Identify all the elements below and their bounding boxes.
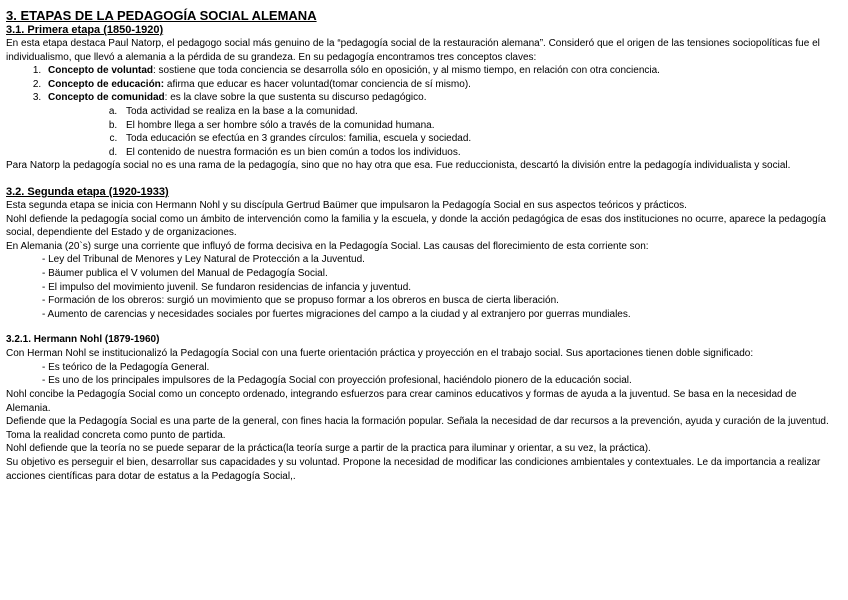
concept-term: Concepto de voluntad — [48, 65, 153, 77]
sublist-item: a. Toda actividad se realiza en la base a la comunidad. — [120, 105, 838, 119]
document-title: 3. ETAPAS DE LA PEDAGOGÍA SOCIAL ALEMANA — [6, 8, 317, 23]
section-3-2-paragraph: En Alemania (20`s) surge una corriente que influyó de forma decisiva en la Pedagogía Social. Las causas del florecimiento de esta corriente son: — [6, 240, 649, 252]
sublist-item: c. Toda educación se efectúa en 3 grandes círculos: familia, escuela y sociedad. — [120, 132, 838, 146]
section-3-2-1-paragraph: Nohl defiende que la teoría no se puede separar de la práctica(la teoría surge a partir de la practica para iluminar y orientar, a su vez, la práctica). — [6, 443, 651, 455]
concept-item — [44, 78, 838, 92]
spacer — [6, 173, 838, 185]
key-concepts-list — [6, 64, 838, 159]
section-3-2-1-paragraph: Nohl concibe la Pedagogía Social como un concepto ordenado, integrando esfuerzos para crear caminos educativos y formas de ayuda a la juventud. Se basa en la necesidad de Alemania. — [6, 389, 797, 414]
concept-text: : sostiene que toda conciencia se desarrolla sólo en oposición, y al mismo tiempo, en relación con otra conciencia. — [153, 65, 660, 77]
contribution-item: - Es teórico de la Pedagogía General. — [42, 361, 210, 373]
section-3-2-1-heading: 3.2.1. Hermann Nohl (1879-1960) — [6, 334, 160, 346]
section-3-2-heading: 3.2. Segunda etapa (1920-1933) — [6, 185, 169, 198]
spacer — [6, 321, 838, 333]
section-3-2-1-paragraph: Su objetivo es perseguir el bien, desarrollar sus capacidades y su voluntad. Propone la necesidad de modificar las condiciones ambientales y contextuales. Le da importancia a realizar acciones científicas para dotar de estatus a la Pedagogía Social,. — [6, 457, 821, 482]
cause-item: - El impulso del movimiento juvenil. Se fundaron residencias de infancia y juventud. — [42, 281, 412, 293]
concept-item — [44, 91, 838, 159]
cause-item: - Ley del Tribunal de Menores y Ley Natural de Protección a la Juventud. — [42, 254, 365, 266]
concept-text: afirma que educar es hacer voluntad(tomar conciencia de sí mismo). — [164, 78, 471, 90]
section-3-2-paragraph: Nohl defiende la pedagogía social como un ámbito de intervención como la familia y la escuela, y donde la acción pedagógica de esas dos instituciones no ocurre, aparece la pedagogía social, dependiente del Estado y de organizaciones. — [6, 213, 826, 239]
section-3-2-1-paragraph: Defiende que la Pedagogía Social es una parte de la general, con fines hacia la formación popular. Señala la necesidad de dar recursos a la prevención, ayuda y curación de la juventud. Toma la realidad concreta como punto de partida. — [6, 416, 829, 441]
section-3-1-intro: En esta etapa destaca Paul Natorp, el pedagogo social más genuino de la “pedagogía social de la restauración alemana”. Consideró que el origen de las tensiones sociopolíticas fue el individualismo, que llevó a alemania a la pérdida de su grandeza. En su pedagogía encontramos tres conceptos claves: — [6, 38, 820, 63]
community-sublist — [48, 105, 838, 159]
concept-term: Concepto de educación: — [48, 78, 165, 90]
concept-text: : es la clave sobre la que sustenta su discurso pedagógico. — [164, 92, 427, 104]
sublist-item: b. El hombre llega a ser hombre sólo a través de la comunidad humana. — [120, 119, 838, 133]
section-3-1-heading: 3.1. Primera etapa (1850-1920) — [6, 24, 164, 36]
section-3-1-closing: Para Natorp la pedagogía social no es una rama de la pedagogía, sino que no hay otra que esa. Fue reduccionista, descartó la división entre la pedagogía individualista y social. — [6, 160, 791, 172]
contribution-item: - Es uno de los principales impulsores de la Pedagogía Social con proyección profesional, haciéndolo pionero de la educación social. — [42, 375, 632, 387]
sublist-item: d. El contenido de nuestra formación es un bien común a todos los individuos. — [120, 146, 838, 160]
cause-item: - Aumento de carencias y necesidades sociales por fuertes migraciones del campo a la ciudad y al extranjero por guerras mundiales. — [42, 308, 631, 320]
concept-term: Concepto de comunidad — [48, 92, 165, 104]
section-3-2-1-paragraph: Con Herman Nohl se institucionalizó la Pedagogía Social con una fuerte orientación práctica y proyección en el trabajo social. Sus aportaciones tienen doble significado: — [6, 348, 754, 360]
contributions-list — [6, 361, 838, 388]
causes-list — [6, 253, 838, 321]
cause-item: - Bäumer publica el V volumen del Manual de Pedagogía Social. — [42, 267, 328, 279]
cause-item: - Formación de los obreros: surgió un movimiento que se propuso formar a los obreros en busca de cierta liberación. — [42, 295, 559, 307]
section-3-2-paragraph: Esta segunda etapa se inicia con Hermann Nohl y su discípula Gertrud Baümer que impulsaron la Pedagogía Social en sus aspectos teóricos y prácticos. — [6, 199, 687, 211]
concept-item — [44, 64, 838, 78]
